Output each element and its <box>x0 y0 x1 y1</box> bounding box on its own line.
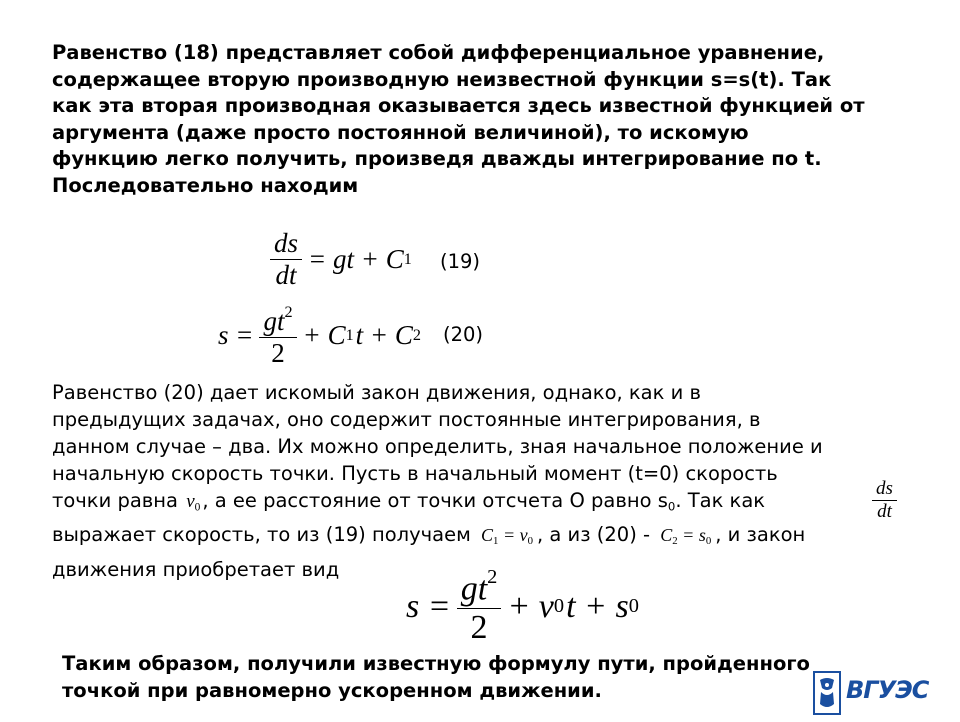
body-line5-c: . Так как <box>675 489 766 512</box>
logo-text: ВГУЭС <box>846 676 929 704</box>
final-rhs-b-sub: 0 <box>628 595 639 618</box>
final-equation <box>406 566 639 647</box>
body-line: движения приобретает вид <box>52 557 340 581</box>
c1-eq-sub: 0 <box>527 535 533 548</box>
c2-sub: 2 <box>672 535 678 548</box>
eq20-rhs-b-sub: 2 <box>412 326 421 345</box>
final-rhs-a: + v <box>507 587 554 625</box>
final-fraction <box>457 566 502 647</box>
eq20-num-sup: 2 <box>284 303 293 321</box>
eq20-rhs-a: + C <box>302 320 346 351</box>
final-rhs-a-sub: 0 <box>553 595 565 618</box>
c1-base: C <box>481 525 494 546</box>
equation-19 <box>270 228 412 291</box>
eq20-rhs-a-sub: 1 <box>345 326 354 345</box>
intro-line: как эта вторая производная оказывается здесь известной функцией от <box>52 94 865 117</box>
body-line: начальную скорость точки. Пусть в начальный момент (t=0) скорость <box>52 462 778 485</box>
eq20-num-base: gt <box>263 305 285 336</box>
eq20-rhs-b: t + C <box>355 320 413 351</box>
equation-20 <box>218 303 421 369</box>
v0-sub: 0 <box>194 501 201 514</box>
eq20-numerator <box>259 303 296 337</box>
body-line <box>52 487 922 521</box>
body-line6-c: , и закон <box>715 523 806 547</box>
intro-line: Равенство (18) представляет собой дифференциальное уравнение, <box>52 41 825 64</box>
c2-eq-sub: 0 <box>705 535 712 548</box>
conclusion-line: точкой при равномерно ускоренном движении. <box>62 678 602 702</box>
eq19-numerator: ds <box>274 228 299 258</box>
final-denominator: 2 <box>470 609 488 647</box>
dsdt-denominator: dt <box>877 501 892 522</box>
eq19-rhs-sub: 1 <box>403 250 412 268</box>
v0-base: v <box>186 491 195 512</box>
final-num-sup: 2 <box>487 566 498 588</box>
body-line: предыдущих задачах, оно содержит постоянные интегрирования, в <box>52 408 761 431</box>
body-line: Равенство (20) дает искомый закон движения, однако, как и в <box>52 381 701 404</box>
body-line5-b-sub: 0 <box>667 499 676 514</box>
dsdt-frac <box>872 478 897 523</box>
c1-sub: 1 <box>493 535 499 548</box>
c2-base: C <box>660 525 673 546</box>
eq20-lhs: s = <box>218 320 254 351</box>
dsdt-numerator: ds <box>876 478 893 499</box>
eq19-denominator: dt <box>275 260 297 290</box>
intro-line: аргумента (даже просто постоянной величиной), то искомую <box>52 120 749 144</box>
university-logo <box>812 668 942 718</box>
body-line6-b: , а из (20) - <box>536 523 651 547</box>
c1-equation <box>481 522 533 555</box>
equation-19-number: (19) <box>440 250 481 273</box>
final-rhs-b: t + s <box>566 587 629 625</box>
eq20-denominator: 2 <box>271 337 285 368</box>
body-line <box>52 521 922 555</box>
final-lhs: s = <box>406 587 451 625</box>
conclusion-paragraph <box>62 651 932 704</box>
eq20-fraction <box>259 303 296 369</box>
v0-symbol <box>186 488 200 521</box>
intro-line: функцию легко получить, произведя дважды интегрирование по t. <box>52 147 822 170</box>
eq19-rhs: = gt + C <box>308 244 404 274</box>
body-line5-b: , а ее расстояние от точки отсчета О равно s <box>202 489 668 512</box>
conclusion-line: Таким образом, получили известную формулу пути, пройденного <box>62 652 810 675</box>
c1-eq: = v <box>502 525 528 546</box>
body-line6-a: выражает скорость, то из (19) получаем <box>52 523 471 547</box>
intro-paragraph <box>52 40 922 199</box>
eq19-fraction <box>270 228 302 291</box>
body-line: данном случае – два. Их можно определить, зная начальное положение и <box>52 435 823 458</box>
intro-line: Последовательно находим <box>52 173 359 197</box>
final-numerator <box>457 566 502 608</box>
c2-eq: = s <box>682 525 706 546</box>
body-paragraph <box>52 379 922 583</box>
c2-equation <box>660 522 711 555</box>
equation-20-number: (20) <box>443 323 484 346</box>
body-line5-a: точки равна <box>52 489 178 512</box>
dsdt-fraction <box>872 478 897 523</box>
intro-line: содержащее вторую производную неизвестной функции s=s(t). Так <box>52 67 832 91</box>
final-num-base: gt <box>460 570 488 608</box>
